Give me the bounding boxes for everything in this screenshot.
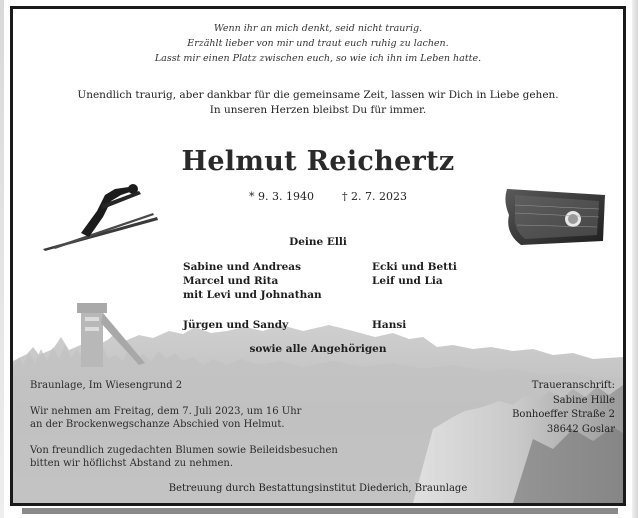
- funeral-home-credit: Betreuung durch Bestattungsinstitut Diederich, Braunlage: [168, 483, 468, 494]
- mourners-right-column: [372, 260, 457, 288]
- intro-line-1: Unendlich traurig, aber dankbar für die gemeinsame Zeit, lassen wir Dich in Liebe gehen.: [77, 89, 559, 101]
- deceased-name: Helmut Reichertz: [181, 146, 455, 177]
- home-address: Braunlage, Im Wiesengrund 2: [30, 380, 183, 391]
- condolence-street: Bonhoeffer Straße 2: [512, 409, 615, 420]
- obituary-notice: [10, 6, 626, 506]
- ski-jump-tower-illustration: [77, 303, 147, 367]
- request-line-1: Von freundlich zugedachten Blumen sowie Beileidsbesuchen: [30, 445, 338, 456]
- other-relatives: sowie alle Angehörigen: [249, 343, 387, 355]
- death-date: † 2. 7. 2023: [342, 190, 407, 203]
- condolence-name: Sabine Hille: [552, 394, 615, 406]
- intro-line-2: In unseren Herzen bleibst Du für immer.: [209, 104, 427, 116]
- poem-line-3: Lasst mir einen Platz zwischen euch, so wie ich ihn im Leben hatte.: [154, 53, 482, 64]
- birth-date: * 9. 3. 1940: [249, 190, 314, 203]
- scan-edge-right: [632, 0, 638, 518]
- poem-line-2: Erzählt lieber von mir und traut euch ruhig zu lachen.: [187, 38, 449, 49]
- farewell-line-2: an der Brockenwegschanze Abschied von Helmut.: [30, 419, 285, 430]
- condolence-city: 38642 Goslar: [546, 423, 615, 435]
- mourner-entry: Jürgen und Sandy: [183, 319, 289, 331]
- partner-name: Deine Elli: [289, 236, 347, 248]
- mourner-entry: Hansi: [372, 319, 407, 331]
- request-info: [30, 444, 338, 470]
- farewell-line-1: Wir nehmen am Freitag, dem 7. Juli 2023, um 16 Uhr: [30, 406, 302, 417]
- mourner-entry: Ecki und Betti: [372, 261, 457, 273]
- scan-edge-left: [0, 0, 4, 518]
- request-line-2: bitten wir höflichst Abstand zu nehmen.: [30, 458, 234, 469]
- mourners-left-column: [183, 260, 322, 302]
- mourner-entry: mit Levi und Johnathan: [183, 289, 322, 301]
- mourner-entry: Leif und Lia: [372, 275, 443, 287]
- poem-line-1: Wenn ihr an mich denkt, seid nicht traurig.: [213, 23, 423, 34]
- condolence-label: Traueranschrift:: [531, 380, 615, 391]
- farewell-info: [30, 405, 301, 431]
- condolence-address: [512, 379, 615, 437]
- mourner-entry: Marcel und Rita: [183, 275, 279, 287]
- mourner-entry: Sabine und Andreas: [183, 261, 302, 273]
- page-shadow: [22, 508, 618, 514]
